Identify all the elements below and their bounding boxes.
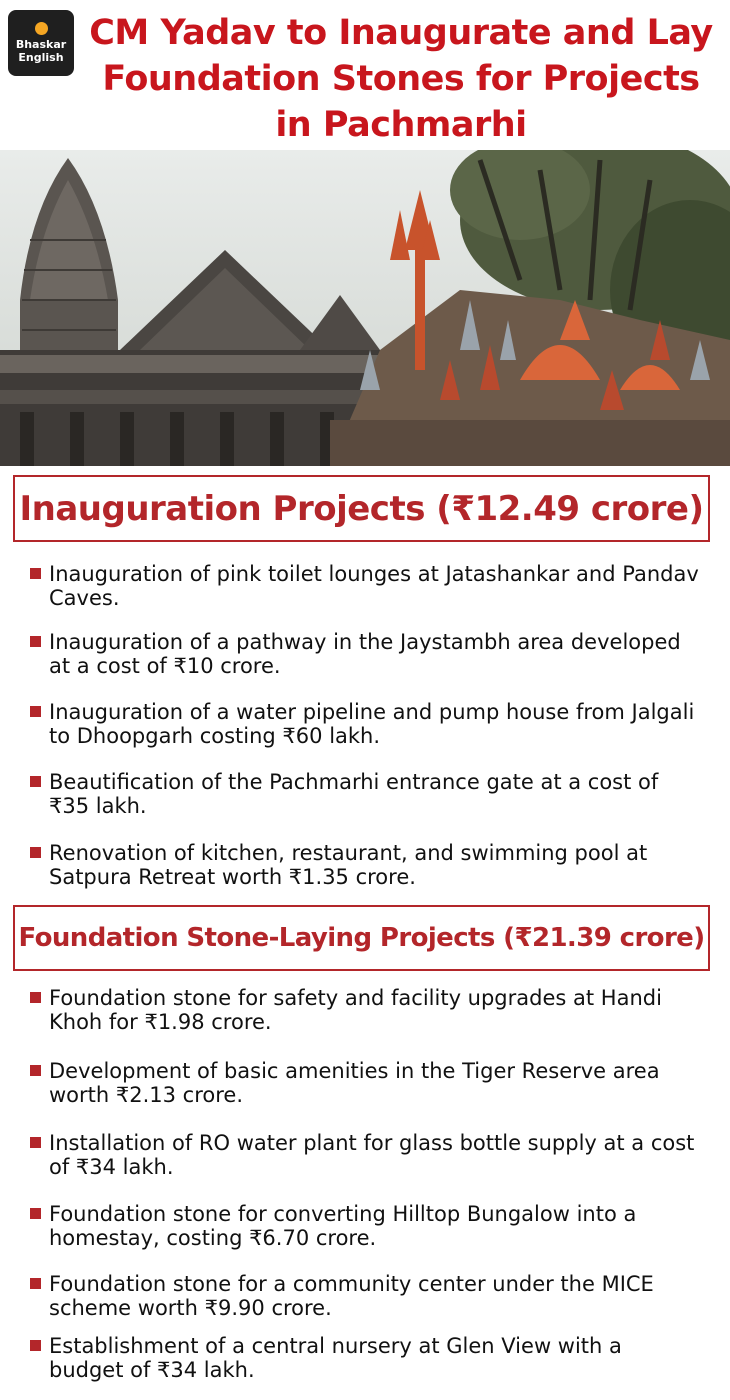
list-item <box>49 770 699 818</box>
list-item <box>49 1059 699 1107</box>
list-item-text: Installation of RO water plant for glass bottle supply at a cost of ₹34 lakh. <box>49 1131 695 1179</box>
list-item <box>49 630 699 678</box>
brand-line-1: Bhaskar <box>15 38 67 51</box>
list-item-text: Foundation stone for safety and facility upgrades at Handi Khoh for ₹1.98 crore. <box>49 986 662 1034</box>
square-bullet-icon <box>30 636 41 647</box>
square-bullet-icon <box>30 776 41 787</box>
square-bullet-icon <box>30 1065 41 1076</box>
square-bullet-icon <box>30 1137 41 1148</box>
list-item-text: Establishment of a central nursery at Glen View with a budget of ₹34 lakh. <box>49 1334 622 1382</box>
list-item-text: Development of basic amenities in the Tiger Reserve area worth ₹2.13 crore. <box>49 1059 660 1107</box>
square-bullet-icon <box>30 1208 41 1219</box>
list-item-text: Inauguration of a water pipeline and pump house from Jalgali to Dhoopgarh costing ₹60 lakh. <box>49 700 695 748</box>
list-item <box>49 1334 699 1382</box>
list-item <box>49 986 699 1034</box>
list-item-text: Renovation of kitchen, restaurant, and swimming pool at Satpura Retreat worth ₹1.35 crore. <box>49 841 648 889</box>
list-item-text: Foundation stone for a community center under the MICE scheme worth ₹9.90 crore. <box>49 1272 654 1320</box>
brand-line-2: English <box>18 51 64 64</box>
list-item-text: Inauguration of pink toilet lounges at Jatashankar and Pandav Caves. <box>49 562 699 610</box>
bhaskar-english-logo <box>8 10 74 76</box>
headline: CM Yadav to Inaugurate and Lay Foundation Stones for Projects in Pachmarhi <box>89 13 713 145</box>
square-bullet-icon <box>30 1278 41 1289</box>
list-item <box>49 562 699 610</box>
list-item-text: Foundation stone for converting Hilltop Bungalow into a homestay, costing ₹6.70 crore. <box>49 1202 637 1250</box>
list-item <box>49 841 699 889</box>
list-item <box>49 700 699 748</box>
temple-trishul-photo <box>0 150 730 466</box>
inauguration-section-heading: Inauguration Projects (₹12.49 crore) <box>13 475 710 542</box>
foundation-section-heading: Foundation Stone-Laying Projects (₹21.39 crore) <box>13 905 710 971</box>
list-item <box>49 1202 699 1250</box>
list-item-text: Inauguration of a pathway in the Jaystambh area developed at a cost of ₹10 crore. <box>49 630 681 678</box>
list-item-text: Beautification of the Pachmarhi entrance gate at a cost of ₹35 lakh. <box>49 770 659 818</box>
list-item <box>49 1131 699 1179</box>
square-bullet-icon <box>30 706 41 717</box>
list-item <box>49 1272 699 1320</box>
square-bullet-icon <box>30 1340 41 1351</box>
square-bullet-icon <box>30 568 41 579</box>
square-bullet-icon <box>30 992 41 1003</box>
sun-icon <box>35 22 48 35</box>
square-bullet-icon <box>30 847 41 858</box>
